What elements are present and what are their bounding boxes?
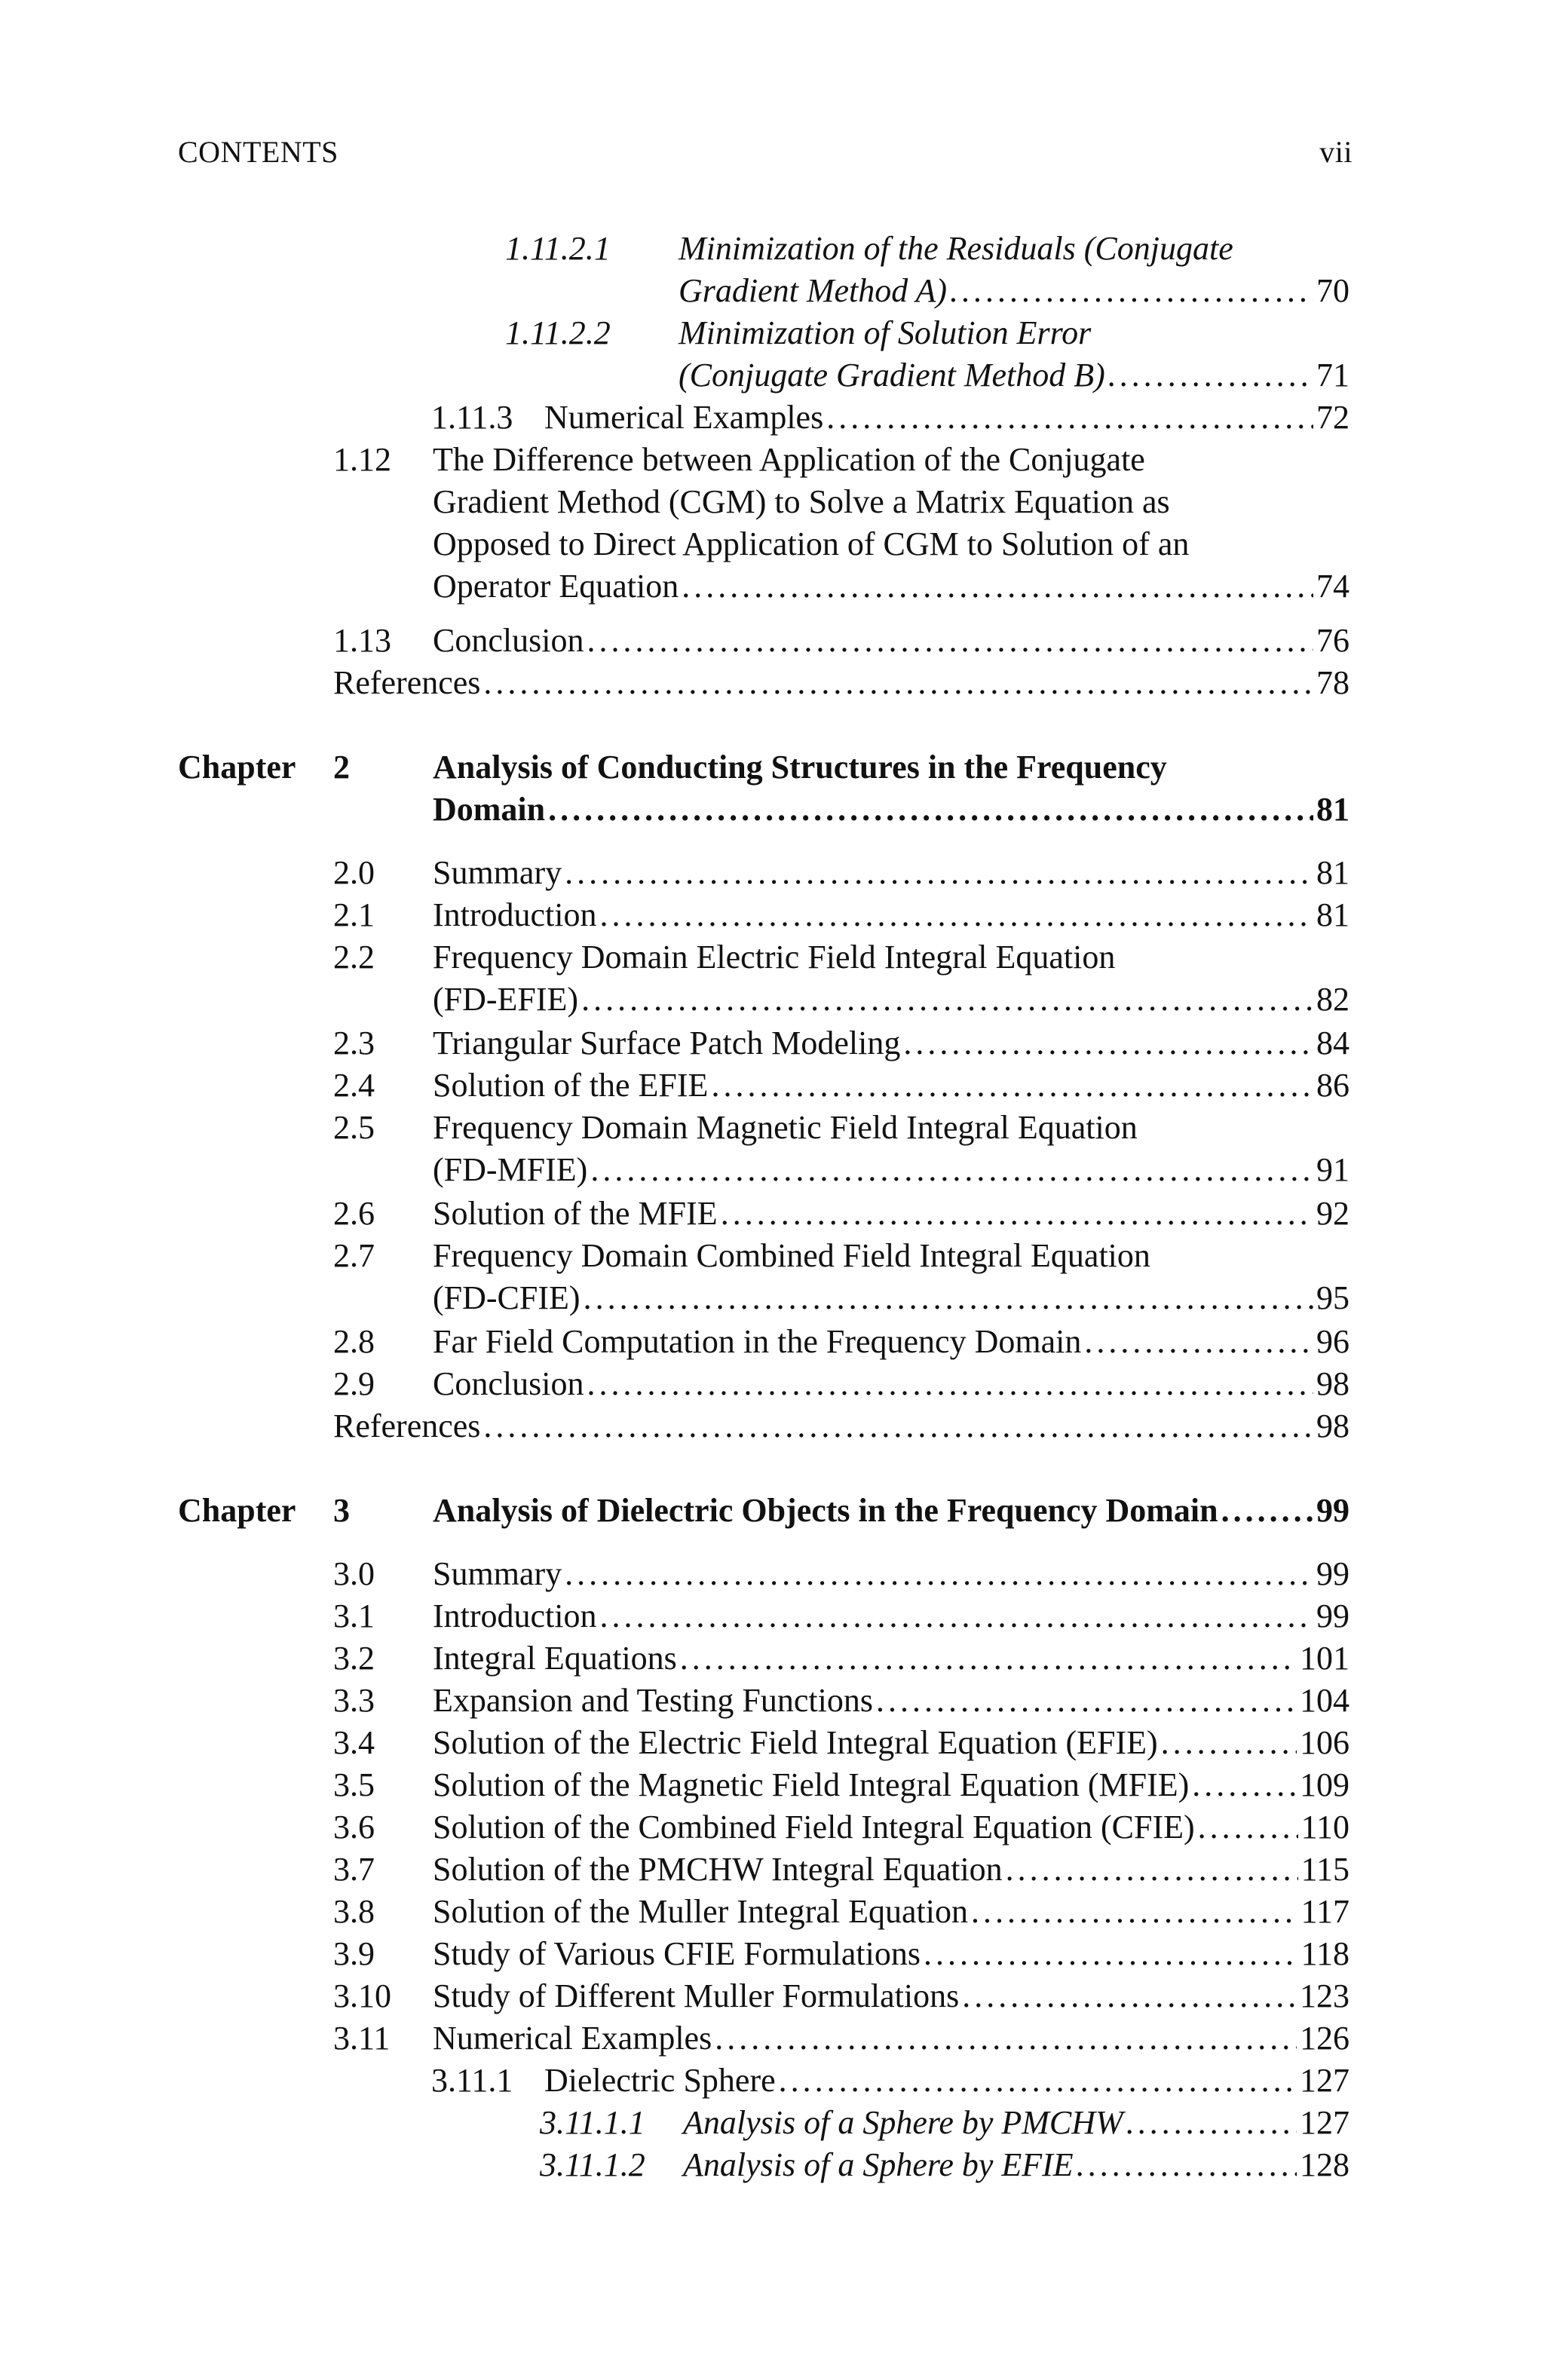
toc-page-number: 109 [1300,1766,1349,1803]
toc-entry[interactable] [333,852,1349,894]
dot-leader [779,2060,1297,2102]
dot-leader [1126,2102,1297,2144]
toc-entry-title-line: Frequency Domain Combined Field Integral Equation [433,1237,1150,1274]
toc-page-number: 72 [1316,399,1349,436]
dot-leader [600,1595,1313,1637]
toc-page-number: 91 [1316,1151,1349,1188]
toc-entry-title-line: Minimization of the Residuals (Conjugate [679,230,1233,267]
dot-leader [971,1891,1298,1933]
toc-page-number: 101 [1300,1640,1349,1677]
dot-leader [581,979,1313,1021]
toc-entry-title: Operator Equation [433,568,679,605]
dot-leader [715,2017,1297,2060]
toc-entry[interactable] [333,1849,1349,1891]
toc-entry-title: Summary [433,854,562,891]
dot-leader [1192,1764,1297,1806]
dot-leader [1077,2144,1297,2186]
toc-page-number: 81 [1316,854,1349,891]
chapter-title: Analysis of Dielectric Objects in the Frequency Domain [433,1492,1218,1529]
toc-entry-title: Expansion and Testing Functions [433,1682,873,1719]
toc-entry-number: 2.6 [333,1195,375,1232]
running-header-title: CONTENTS [178,135,339,169]
toc-entry-title: Numerical Examples [544,399,824,436]
toc-page-number: 126 [1300,2020,1349,2057]
toc-entry-number: 3.4 [333,1724,375,1761]
toc-entry-title: (FD-CFIE) [433,1279,581,1316]
toc-page-number: 106 [1300,1724,1349,1761]
chapter-number: 3 [333,1492,350,1529]
toc-entry-title: Dielectric Sphere [544,2062,776,2099]
toc-entry-title-line: The Difference between Application of the Conjugate [433,441,1145,478]
chapter-label: Chapter [178,749,296,786]
toc-entry[interactable] [431,397,1349,439]
toc-entry-title: Numerical Examples [433,2020,712,2057]
toc-entry-number: 3.3 [333,1682,375,1719]
toc-entry-number: 2.3 [333,1025,375,1061]
toc-entry-number: 3.7 [333,1851,375,1888]
dot-leader [483,1405,1313,1447]
toc-entry[interactable] [333,1553,1349,1595]
toc-entry[interactable] [333,1891,1349,1933]
toc-entry-title: Triangular Surface Patch Modeling [433,1025,901,1061]
dot-leader [565,852,1313,894]
toc-entry[interactable] [333,620,1349,662]
dot-leader [711,1064,1313,1107]
toc-entry-title: References [333,1407,481,1444]
dot-leader [548,789,1313,831]
toc-entry[interactable] [505,312,1349,397]
toc-entry-title: Introduction [433,896,597,933]
toc-entry[interactable] [333,439,1349,608]
toc-entry[interactable] [333,1595,1349,1637]
dot-leader [587,620,1313,662]
toc-page-number: 110 [1300,1809,1349,1845]
toc-entry[interactable] [333,1107,1349,1191]
toc-entry[interactable] [333,1193,1349,1235]
dot-leader [924,1933,1298,1975]
toc-entry-references[interactable] [333,662,1349,704]
toc-page-number: 86 [1316,1067,1349,1104]
dot-leader [600,894,1313,936]
toc-page-number: 96 [1316,1323,1349,1360]
toc-page-number: 84 [1316,1025,1349,1061]
toc-entry-number: 3.6 [333,1809,375,1845]
dot-leader [1084,1321,1313,1363]
dot-leader [721,1193,1313,1235]
toc-entry-number: 3.10 [333,1977,391,2014]
toc-entry[interactable] [333,1064,1349,1107]
toc-page-number: 123 [1300,1977,1349,2014]
toc-entry-number: 3.2 [333,1640,375,1677]
toc-entry[interactable] [505,228,1349,312]
toc-entry-title: Solution of the PMCHW Integral Equation [433,1851,1003,1888]
toc-entry[interactable] [333,1680,1349,1722]
dot-leader [682,565,1313,608]
toc-entry[interactable] [333,894,1349,936]
toc-page-number: 127 [1300,2104,1349,2141]
toc-entry-title: Solution of the Magnetic Field Integral Equation (MFIE) [433,1766,1190,1803]
toc-entry[interactable] [333,1722,1349,1764]
toc-entry-number: 3.5 [333,1766,375,1803]
toc-entry-number: 1.11.3 [431,399,513,436]
toc-entry[interactable] [333,1806,1349,1849]
toc-entry-number: 3.11.1.2 [540,2146,645,2183]
toc-entry-number: 3.11.1.1 [540,2104,645,2141]
dot-leader [962,1975,1297,2017]
toc-page-number: 99 [1316,1597,1349,1634]
toc-entry-number: 2.5 [333,1109,375,1146]
toc-page-number: 115 [1300,1851,1349,1888]
chapter-title: Domain [433,791,546,828]
toc-entry-title-line: Frequency Domain Magnetic Field Integral Equation [433,1109,1138,1146]
toc-entry[interactable] [333,1363,1349,1405]
dot-leader [483,662,1313,704]
toc-entry-title: Analysis of a Sphere by EFIE [683,2146,1074,2183]
toc-entry-references[interactable] [333,1405,1349,1447]
toc-entry[interactable] [333,936,1349,1021]
toc-entry[interactable] [540,2102,1349,2144]
toc-entry-title: Far Field Computation in the Frequency Domain [433,1323,1082,1360]
dot-leader [1221,1490,1313,1532]
toc-page-number: 74 [1316,568,1349,605]
toc-page-number: 76 [1316,622,1349,659]
toc-page-number: 99 [1316,1555,1349,1592]
toc-entry[interactable] [333,1975,1349,2017]
toc-page-number: 78 [1316,664,1349,701]
toc-entry-title-line: Frequency Domain Electric Field Integral Equation [433,939,1116,976]
dot-leader [1198,1806,1298,1849]
toc-entry[interactable] [333,1764,1349,1806]
toc-entry[interactable] [333,1321,1349,1363]
toc-entry-title: Gradient Method A) [679,272,948,309]
toc-entry-number: 3.11 [333,2020,391,2057]
toc-entry-title: (FD-MFIE) [433,1151,588,1188]
toc-page-number: 82 [1316,981,1349,1018]
toc-entry-number: 3.11.1 [431,2062,513,2099]
dot-leader [680,1637,1297,1680]
toc-page-number: 81 [1316,896,1349,933]
toc-entry[interactable] [540,2144,1349,2186]
toc-entry-title: Integral Equations [433,1640,677,1677]
toc-page-number: 99 [1316,1492,1349,1529]
toc-entry-title: (Conjugate Gradient Method B) [679,357,1105,394]
toc-entry-number: 3.1 [333,1597,375,1634]
toc-page-number: 81 [1316,791,1349,828]
toc-entry-number: 2.2 [333,939,375,976]
toc-entry[interactable] [333,1637,1349,1680]
toc-entry-title: Conclusion [433,1365,584,1402]
dot-leader [950,270,1313,312]
chapter-title-line: Analysis of Conducting Structures in the Frequency [433,749,1167,786]
toc-page-number: 117 [1300,1893,1349,1930]
dot-leader [1006,1849,1298,1891]
toc-entry[interactable] [333,1933,1349,1975]
toc-entry[interactable] [431,2060,1349,2102]
toc-entry-title: References [333,664,481,701]
toc-entry-title: Study of Different Muller Formulations [433,1977,960,2014]
dot-leader [876,1680,1297,1722]
dot-leader [1161,1722,1297,1764]
toc-entry-title-line: Opposed to Direct Application of CGM to Solution of an [433,525,1190,562]
toc-entry-title: Solution of the Electric Field Integral Equation (EFIE) [433,1724,1158,1761]
dot-leader [584,1277,1313,1319]
toc-entry-title: Solution of the MFIE [433,1195,718,1232]
toc-entry-number: 1.13 [333,622,391,659]
toc-entry-number: 3.9 [333,1935,375,1972]
chapter-heading[interactable] [178,746,1349,831]
toc-entry-number: 2.9 [333,1365,375,1402]
toc-page-number: 98 [1316,1407,1349,1444]
toc-entry-title-line: Gradient Method (CGM) to Solve a Matrix Equation as [433,483,1170,520]
toc-entry-title: Solution of the EFIE [433,1067,709,1104]
toc-entry-title: Solution of the Muller Integral Equation [433,1893,968,1930]
toc-entry-number: 2.8 [333,1323,375,1360]
toc-entry-title: Conclusion [433,622,584,659]
toc-page-number: 118 [1300,1935,1349,1972]
toc-entry-number: 1.12 [333,441,391,478]
toc-entry-number: 2.0 [333,854,375,891]
toc-page-number: 104 [1300,1682,1349,1719]
toc-entry-number: 3.0 [333,1555,375,1592]
dot-leader [826,397,1313,439]
toc-entry-number: 1.11.2.1 [505,230,611,267]
toc-page-number: 95 [1316,1279,1349,1316]
toc-entry-title: Introduction [433,1597,597,1634]
toc-entry-number: 2.1 [333,896,375,933]
toc-entry[interactable] [333,1235,1349,1319]
dot-leader [903,1022,1313,1064]
page-number-roman: vii [1319,135,1353,169]
toc-entry[interactable] [333,2017,1349,2060]
toc-entry-title: Analysis of a Sphere by PMCHW [683,2104,1123,2141]
dot-leader [590,1149,1313,1191]
dot-leader [587,1363,1313,1405]
toc-entry-title-line: Minimization of Solution Error [679,314,1092,351]
chapter-label: Chapter [178,1492,296,1529]
toc-entry-number: 2.7 [333,1237,375,1274]
toc-page-number: 70 [1316,272,1349,309]
toc-page-number: 98 [1316,1365,1349,1402]
toc-entry-number: 1.11.2.2 [505,314,611,351]
chapter-number: 2 [333,749,350,786]
toc-page-number: 71 [1316,357,1349,394]
toc-entry-number: 2.4 [333,1067,375,1104]
chapter-heading[interactable] [178,1490,1349,1532]
toc-entry-title: Solution of the Combined Field Integral Equation (CFIE) [433,1809,1195,1845]
toc-entry-title: Study of Various CFIE Formulations [433,1935,921,1972]
toc-page-number: 127 [1300,2062,1349,2099]
dot-leader [565,1553,1313,1595]
dot-leader [1108,354,1313,397]
toc-page-number: 92 [1316,1195,1349,1232]
toc-entry[interactable] [333,1022,1349,1064]
toc-entry-number: 3.8 [333,1893,375,1930]
toc-entry-title: Summary [433,1555,562,1592]
toc-page-number: 128 [1300,2146,1349,2183]
toc-entry-title: (FD-EFIE) [433,981,579,1018]
